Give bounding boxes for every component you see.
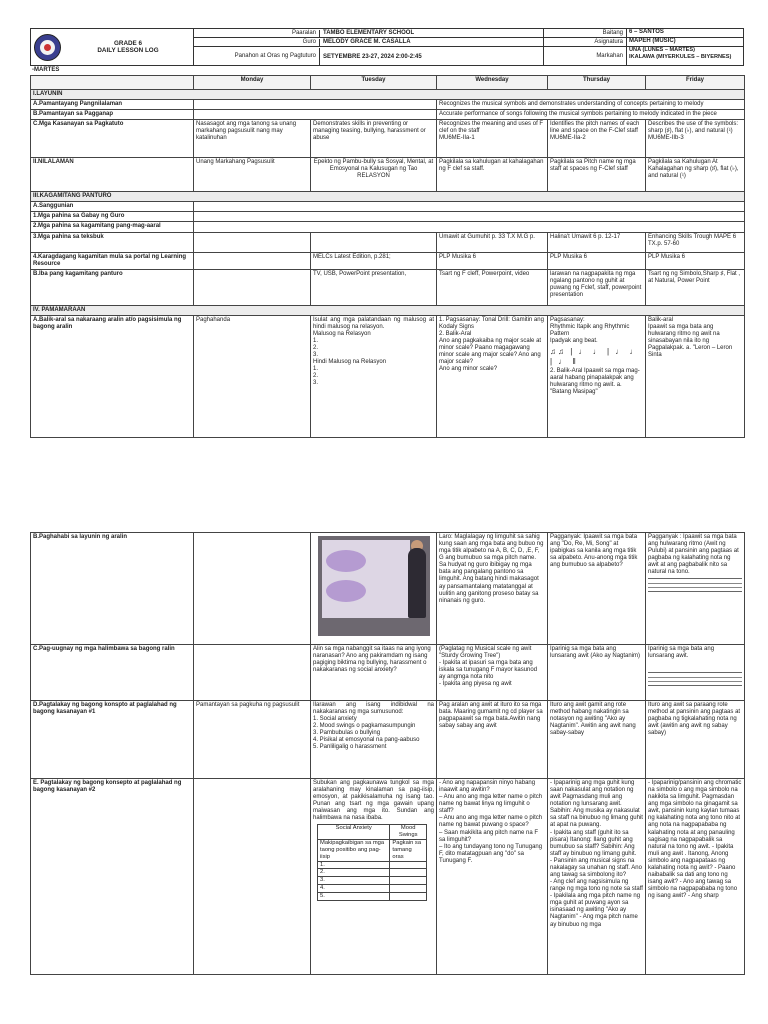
unhealthy-heading: Hindi Malusog na Relasyon [313,359,387,366]
cell-friday: Balik-aral Ipaawit sa mga bata ang hulwarang ritmo ng awit na sinasabayan nila ito ng Pagpalakpak. a. "Leron – Leron Sinta [646,315,745,437]
chart-row: 1. [318,861,390,869]
row-label: B.Paghahabi sa layunin ng aralin [31,533,194,645]
cell-wednesday: Pagkilala sa kahulugan at kahalagahan ng F clef sa staff. [437,158,548,192]
section-kagamitan: III.KAGAMITANG PANTURO [31,192,745,202]
cell-tuesday [311,701,437,779]
list-item: 1. Social anxiety [313,716,357,723]
cell-monday: Unang Markahang Pagsusulit [194,158,311,192]
cell-tuesday [311,533,437,645]
cell-wednesday: (Paglatag ng Musical scale ng awit "Sturdy Growing Tree") - Ipakita at ipasuri sa mga bata ang iskala sa tunugang F mayor kasunod ay angmga nota nito - Ipakita ang piyesa ng awit [437,645,548,701]
subject-label: Asignatura [594,39,623,45]
schedule-label: Panahon at Oras ng Pagtuturo [234,53,316,59]
cell-friday: Pagkilala sa Kahulugan At Kahalagahan ng sharp (♯), flat (♭), and natural (♮) [646,158,745,192]
list-item: 1. [313,366,319,373]
cell-thursday: Identifies the pitch names of each line and space on the F-Clef staff MU6ME-IIa-2 [548,120,646,158]
cell-monday: Paghahanda [194,315,311,437]
table-row [31,701,745,779]
subject-value: MAPEH (MUSIC) [626,38,743,46]
chart-row: 4. [318,885,390,893]
row-label: E. Pagtalakay ng bagong konsepto at paglalahad ng bagong kasanayan #2 [31,779,194,975]
row-label: 4.Karagdagang kagamitan mula sa portal ng Learning Resource [31,252,194,269]
cell-wednesday: 1. Pagsasanay: Tonal Drill: Gamitin ang Kodaly Signs 2. Balik-Aral Ano ang pagkakaiba ng major scale at minor scale? Paano magagawang minor scale ang major scale? Ano ang major scale? Ano ang minor scale? [437,315,548,437]
table-row [31,202,745,212]
describe-instruction: Ilarawan ang isang indibidwal na nakakaranas ng mga sumusunod: [313,702,434,716]
section-layunin: I.LAYUNIN [31,90,745,100]
table-row [31,222,745,232]
empty-cell [194,202,745,212]
bullying-slide-image [318,536,430,636]
header-title [63,29,193,65]
chart-blank [390,892,427,900]
review-text: 2. Balik-Aral Ipaawit sa mga mag-aaral habang pinapalakpak ang hulwarang ritmo ng awit. a. "Batang Masipag" [550,367,640,396]
cell-thursday: Ituro ang awit gamit ang rote method habang nakatingin sa notasyon ng awiting "Ako ay Nagtanim". Awitin ang awit nang sabay-sabay [548,701,646,779]
chart-example-1: Makipagkaibigan sa mga taong positibo ang pag-iisip [318,840,390,861]
cell-friday: Describes the use of the symbols: sharp (♯), flat (♭), and natural (♮) MU6ME-IIb-3 [646,120,745,158]
cell-wednesday: Umawit at Gumuhit p. 33 T.X M.G p. [437,232,548,252]
list-item: 5. Panliligalig o harassment [313,744,387,751]
list-item: 3. [313,380,319,387]
cell-thursday: Iparinig sa mga bata ang lunsarang awit (Ako ay Nagtanim) [548,645,646,701]
row-label: A.Pamantayang Pangnilalaman [31,100,194,110]
row-label: A.Sanggunian [31,202,194,212]
cell-wednesday: Pag aralan ang awit at ituro ito sa mga bata. Maaring gumamit ng cd player sa pagpapaawit sa mga bata.Awitin nang sabay sabay ang awit [437,701,548,779]
cell-friday: - Ipaparinig/pansinin ang chromatic na simbolo o ang mga simbolo na nakikita sa limguhit. Pagmasdan ang mga simbolo na ginagamit sa awit, pansinin kung kaylan tumaas ng kalahating nota ang tono nito at ang nota na nagpapababa ng kalahating nota at ang panauling sagisag na nagpapabalik sa natural na tono ng awit. - Ipakita muli ang awit . Itanong, Anong simbolo ang nagpapataas ng kalahating nota ng awit? - Paano naibabalik sa dati ang tono ng isang awit? - Ano ang tawag sa simbolo na nagpapababa ng tono ng isang awit? - Ang sharp [646,779,745,975]
cell-wednesday: PLP Musika 6 [437,252,548,269]
log-title: DAILY LESSON LOG [97,47,159,54]
cell-tuesday: TV, USB, PowerPoint presentation, [311,269,437,305]
cell-wednesday: - Ano ang napapansin ninyo habang inaawit ang awitin? – Anu ano ang mga letter name o pitch name ng bawat linya ng limguhit o staff? – Anu ano ang mga letter name o pitch name ng bawat puwang o space? – Saan makikita ang pitch name na F sa limguhit? – Ito ang tundayang tono ng Tunugang F, dito matatagpuan ang "do" sa Tunugang F. [437,779,548,975]
cell-thursday [548,315,646,437]
cell-wednesday: Recognizes the meaning and uses of F clef on the staff MU6ME-IIa-1 [437,120,548,158]
day-monday: Monday [194,76,311,90]
cell-friday [646,533,745,645]
day-tuesday: Tuesday [311,76,437,90]
list-item: 1. [313,338,319,345]
row-label: II.NILALAMAN [31,158,194,192]
list-item: 2. [313,373,319,380]
cell-friday: Tsart ng ng Simbolo,Sharp ♯, Flat , at Natural, Power Point [646,269,745,305]
list-item: 2. Mood swings o pagkamasumpungin [313,723,416,730]
lesson-table-2 [30,532,745,975]
cell-monday [194,232,311,252]
list-item: 2. [313,345,319,352]
cell-monday [194,779,311,975]
cell-tuesday: Alin sa mga nabanggit sa itaas na ang iyong naranasan? Ano ang pakiramdam ng isang pagiging biktima ng bullying, harassment o nakakaranas ng social anxiety? [311,645,437,701]
table-row [31,252,745,269]
section-row [31,192,745,202]
empty-cell [194,100,437,110]
music-staff-image [648,578,742,592]
list-item: 3. [313,352,319,359]
table-row [31,269,745,305]
school-value: TAMBO ELEMENTARY SCHOOL [319,30,543,38]
motivation-text: Pagganyak : Ipaawit sa mga bata ang hulwarang ritmo (Awit ng Pulubi) at pansinin ang pagtaas at pagbaba ng kalahating nota ng awit at ang pagbabalik nito sa natural na tono. [648,534,739,576]
lesson-log-page-2 [30,532,744,975]
song-text: Iparinig sa mga bata ang lunsarang awit. [648,646,715,660]
song-sheet-image [648,672,742,686]
chart-row: 3. [318,877,390,885]
cell-monday [194,533,311,645]
drill-text: Pagsasanay: Rhythmic Itapik ang Rhythmic Pattern Ipadyak ang beat. [550,316,630,345]
row-label: 3.Mga pahina sa teksbuk [31,232,194,252]
deped-seal [31,29,63,65]
corner-cell [31,76,194,90]
row-label: B.Iba pang kagamitang panturo [31,269,194,305]
row-label: 1.Mga pahina sa Gabay ng Guro [31,212,194,222]
teacher-value: MELODY GRACE M. CASALLA [319,39,543,47]
lesson-table-1 [30,75,745,438]
cell-thursday: - Ipaparinig ang mga guhit kung saan nakasulat ang notation ng awit Pagmasdang muli ang notation ng lunsarang awit. Sabihin: Ang musika ay nakasulat sa staff na binubuo ng limang guhit at apat na puwang. - Ipakita ang staff (guhit ito sa pisara) Itanong: Ilang guhit ang bumubuo sa staff? Sabihin: Ang staff ay binubuo ng limang guhit. - Pansinin ang musical signs na nakalagay sa unahan ng staff. Ano ang tawag sa simbolong ito? - Ang clef ang nagsisimula ng range ng mga tono ng note sa staff - Ipakilala ang mga pitch name ng mga guhit at puwang ayon sa isinasaad ng awiting "Ako ay Nagtanim" - Ang mga pitch name ay binubuo ng mga [548,779,646,975]
table-row [31,158,745,192]
chart-blank [390,869,427,877]
teacher-label: Guro [302,39,316,45]
row-label: A.Balik-aral sa nakaraang aralin at/o pagsisimula ng bagong aralin [31,315,194,437]
cell-monday [194,252,311,269]
row-label: C.Mga Kasanayan sa Pagkatuto [31,120,194,158]
chart-header-mood-swings: Mood Swings [390,825,427,840]
review-instruction: Isulat ang mga palatandaan ng malusog at hindi malusog na relasyon. [313,316,434,330]
section-row [31,90,745,100]
table-row [31,645,745,701]
cell-friday: Ituro ang awit sa paraang rote method at pansinin ang pagtaas at pagbaba ng tigkalahating nota ng awit (awitin ang awit ng sabay sabay) [646,701,745,779]
chart-header-social-anxiety: Social Anxiety [318,825,390,840]
cell-thursday: Pagganyak: Ipaawit sa mga bata ang "Do, Re, Mi, Song" at ipabigkas sa kanila ang mga titik sa alpabeto. Anu-anong mga titik ang bumubuo sa alpabeto? [548,533,646,645]
cell-monday [194,269,311,305]
cell-monday [194,645,311,701]
header-school-info [193,29,543,65]
table-row [31,779,745,975]
cell-tuesday [311,315,437,437]
cell-thursday: larawan na nagpapakita ng mga ngalang pantono ng guhit at puwang ng Fclef, staff, powerpoint presentation [548,269,646,305]
grade-section-value: 6 – SANTOS [626,29,743,37]
empty-cell [194,222,745,232]
row-label: B.Pamantayan sa Pagganap [31,110,194,120]
empty-cell [194,110,437,120]
empty-cell [194,212,745,222]
chart-blank [390,885,427,893]
table-row [31,110,745,120]
performance-standard: Accurate performance of songs following the musical symbols pertaining to melody indicated in the piece [437,110,745,120]
quarter-value: UNA (LUNES – MARTES) IKALAWA (MIYERKULES – BIYERNES) [626,47,743,65]
chart-blank [390,877,427,885]
cell-thursday: PLP Musika 6 [548,252,646,269]
row-label: D.Pagtalakay ng bagong konspto at paglalahad ng bagong kasanayan #1 [31,701,194,779]
header-sub: -MARTES [32,67,60,73]
list-item: 4. Pisikal at emosyonal na pang-aabuso [313,737,420,744]
day-wednesday: Wednesday [437,76,548,90]
row-label: C.Pag-uugnay ng mga halimbawa sa bagong ralin [31,645,194,701]
table-row [31,212,745,222]
cell-friday [646,645,745,701]
day-thursday: Thursday [548,76,646,90]
grade-label: GRADE 6 [114,39,142,47]
chart-blank [390,861,427,869]
grade-section-label: Baitang [602,30,623,36]
cell-friday: PLP Musika 6 [646,252,745,269]
cell-wednesday: Laro: Maglalagay ng limguhit sa sahig kung saan ang mga bata ang bubuo ng mga titik alpabeto na A, B, C, D, ,E, F, G ang bumubuo sa mga pitch name. Sa hudyat ng guro ibibigay ng mga bata ang pangalang pantono sa limguhit. Ang batang hindi makasagot ay pansamantalang matatanggal at uulitin ang ganitong proseso batay sa ninanais ng guro. [437,533,548,645]
chart-row: 2. [318,869,390,877]
cell-thursday: Halina't Umawit 6 p. 12-17 [548,232,646,252]
school-seal-icon [34,34,61,61]
cell-monday: Pamantayan sa pagkuha ng pagsusulit [194,701,311,779]
section-row [31,305,745,315]
cell-tuesday: Demonstrates skills in preventing or managing teasing, bullying, harassment or abuse [311,120,437,158]
schedule-value: SETYEMBRE 23-27, 2024 2:00-2:45 [319,48,543,66]
cell-thursday: Pagkilala sa Pitch name ng mga staff at spaces ng F-Clef staff [548,158,646,192]
content-standard: Recognizes the musical symbols and demonstrates understanding of concepts pertaining to melody [437,100,745,110]
table-row [31,315,745,437]
cell-tuesday [311,779,437,975]
school-label: Paaralan [291,30,316,36]
cell-monday: Nasasagot ang mga tanong sa unang markahang pagsusulit nang may katalinuhan [194,120,311,158]
list-item: 3. Pambubulas o bullying [313,730,381,737]
row-label: 2.Mga pahina sa kagamitang pang-mag-aaral [31,222,194,232]
table-row [31,533,745,645]
cell-tuesday: Epekto ng Pambu-bully sa Sosyal, Mental, at Emosyonal na Kalusugan ng Tao RELASYON [311,158,437,192]
rhythm-pattern-icon: ♫♫ | ♩ ♩ | ♩ ♩ | ♩ ‖ [550,347,640,366]
cell-tuesday [311,232,437,252]
day-header-row [31,76,745,90]
cell-wednesday: Tsart ng F cleff, Powerpoint, video [437,269,548,305]
day-friday: Friday [646,76,745,90]
log-header [30,28,744,66]
lesson-log-page-1 [30,28,744,438]
chart-row: 5. [318,892,390,900]
healthy-heading: Malusog na Relasyon [313,330,371,337]
header-class-info [543,29,743,65]
table-row [31,120,745,158]
table-row [31,232,745,252]
activity-chart [317,824,427,900]
chart-example-2: Pagkain sa tamang oras [390,840,427,861]
quarter-label: Markahan [596,53,623,59]
section-pamamaraan: IV. PAMAMARAAN [31,305,745,315]
chart-instruction: Subukan ang pagkaunawa tungkol sa mga aralahaning may kinalaman sa pag-iisip, emosyon, at pakikisalamuha ng isang tao. Punan ang tsart ng mga gawain upang maiwasan ang mga ito. Sundan ang halimbawa na nasa ibaba. [313,780,434,822]
table-row [31,100,745,110]
cell-tuesday: MELCs Latest Edition, p.281; [311,252,437,269]
cell-friday: Enhancing Skills Trough MAPE 6 TX.p. 57-60 [646,232,745,252]
